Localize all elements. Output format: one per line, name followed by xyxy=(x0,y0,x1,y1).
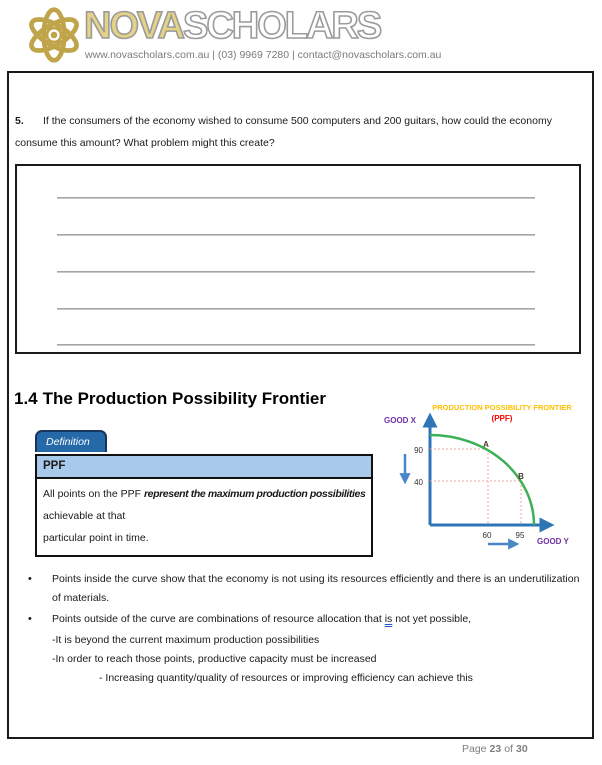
y-tick-40: 40 xyxy=(414,478,423,487)
answer-line xyxy=(57,271,535,273)
footer-current-page: 23 xyxy=(489,743,502,755)
answer-line xyxy=(57,308,535,310)
definition-line1-normal: All points on the PPF xyxy=(43,488,144,500)
guide-lines xyxy=(430,449,521,525)
definition-line2: achievable at that xyxy=(43,510,126,522)
bullet-1-text: Points inside the curve show that the economy is not using its resources efficiently and there is an underutilization of materials. xyxy=(52,573,580,604)
section-title: The Production Possibility Frontier xyxy=(42,389,326,408)
sub-item-3: - Increasing quantity/quality of resources or improving efficiency can achieve this xyxy=(99,672,473,684)
section-heading xyxy=(14,389,326,409)
definition-term: PPF xyxy=(35,454,373,479)
answer-line xyxy=(57,234,535,236)
bullet-2-before: Points outside of the curve are combinations of resource allocation that xyxy=(52,613,385,625)
content-frame xyxy=(7,71,594,739)
footer-prefix: Page xyxy=(462,743,487,755)
x-axis-label: GOOD Y xyxy=(537,537,569,546)
definition-line1 xyxy=(43,483,365,505)
question-5 xyxy=(15,110,577,154)
sub-item-1: -It is beyond the current maximum production possibilities xyxy=(52,634,320,646)
bullet-2-after: not yet possible, xyxy=(392,613,472,625)
grammar-marked-word: is xyxy=(384,613,393,625)
y-axis-label: GOOD X xyxy=(384,416,417,425)
x-tick-95: 95 xyxy=(515,531,525,540)
chart-title: PRODUCTION POSSIBILITY FRONTIER xyxy=(432,403,572,412)
bullet-icon xyxy=(28,610,52,629)
list-item xyxy=(28,570,584,608)
answer-line xyxy=(57,197,535,199)
bullet-icon xyxy=(28,570,52,608)
definition-body xyxy=(35,479,373,557)
sub-item-2: -In order to reach those points, productive capacity must be increased xyxy=(52,653,377,665)
question-text: If the consumers of the economy wished to consume 500 computers and 200 guitars, how could the economy consume this amount? What problem might this create? xyxy=(15,114,552,149)
atom-logo-icon xyxy=(22,5,86,65)
definition-line3: particular point in time. xyxy=(43,532,149,544)
bullet-2-text xyxy=(52,610,584,629)
point-b-label: B xyxy=(518,472,524,481)
notes-list xyxy=(28,570,584,688)
brand-nova: NOVA xyxy=(84,5,183,47)
section-number: 1.4 xyxy=(14,389,38,408)
definition-line1-emphasis: represent the maximum production possibilities xyxy=(143,488,366,500)
brand-logo xyxy=(84,6,380,46)
contact-line: www.novascholars.com.au | (03) 9969 7280 | contact@novascholars.com.au xyxy=(85,49,442,61)
brand-scholars: SCHOLARS xyxy=(182,5,381,47)
x-tick-60: 60 xyxy=(482,531,492,540)
ppf-chart xyxy=(376,397,600,561)
definition-tab: Definition xyxy=(35,430,107,452)
page-footer xyxy=(462,743,528,755)
answer-box xyxy=(15,164,581,354)
question-number: 5. xyxy=(15,114,24,127)
page-header xyxy=(0,0,602,70)
footer-separator: of xyxy=(504,743,513,755)
definition-table xyxy=(35,454,373,557)
chart-subtitle: (PPF) xyxy=(491,414,513,423)
list-item xyxy=(28,610,584,629)
answer-line xyxy=(57,344,535,346)
footer-total-pages: 30 xyxy=(515,743,528,755)
point-a-label: A xyxy=(483,440,489,449)
y-tick-90: 90 xyxy=(414,446,423,455)
